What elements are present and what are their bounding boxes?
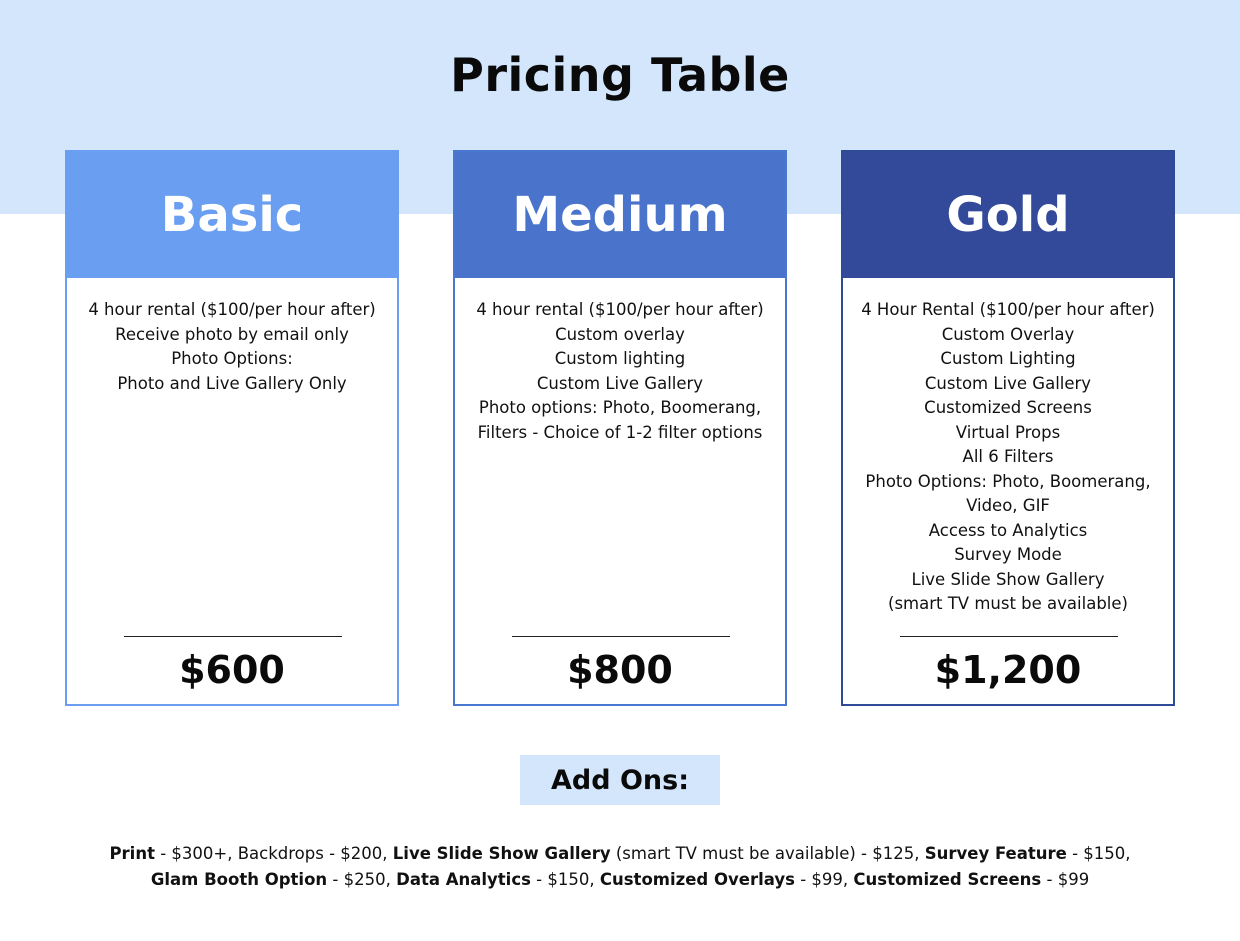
- feature-item: Custom lighting: [554, 349, 686, 368]
- feature-item: Virtual Props: [955, 422, 1061, 442]
- feature-item: Photo options: Photo, Boomerang,: [478, 398, 762, 417]
- addon-name: Data Analytics: [396, 870, 531, 889]
- addon-detail: - $99,: [794, 870, 854, 889]
- addon-detail: - $99: [1041, 870, 1090, 889]
- feature-item: 4 Hour Rental ($100/per hour after): [861, 300, 1155, 319]
- feature-item: Video, GIF: [966, 496, 1050, 515]
- price-divider: [512, 636, 730, 637]
- plan-features-basic: [67, 278, 397, 396]
- feature-item: Access to Analytics: [928, 520, 1088, 540]
- addon-name: Customized Screens: [853, 870, 1042, 889]
- price-divider: [124, 636, 342, 637]
- feature-item: Live Slide Show Gallery: [911, 569, 1105, 589]
- plan-price-gold: $1,200: [934, 648, 1082, 692]
- addon-detail: - $150,: [530, 870, 600, 889]
- plan-card-basic: [65, 150, 399, 706]
- feature-item: Custom Live Gallery: [536, 373, 704, 393]
- feature-item: Custom Live Gallery: [924, 373, 1092, 393]
- addon-detail: (smart TV must be available) - $125,: [610, 844, 925, 863]
- plan-card-medium: [453, 150, 787, 706]
- addon-detail: Backdrops - $200,: [237, 844, 393, 863]
- plan-name-medium: Medium: [455, 152, 785, 278]
- page-title: Pricing Table: [450, 48, 790, 102]
- plan-name-basic: Basic: [67, 152, 397, 278]
- addon-name: Live Slide Show Gallery: [392, 844, 611, 863]
- addon-name: Survey Feature: [924, 844, 1067, 863]
- feature-item: Custom Overlay: [941, 324, 1075, 344]
- plan-features-gold: [843, 278, 1173, 617]
- plan-features-medium: [455, 278, 785, 445]
- feature-item: Receive photo by email only: [115, 324, 349, 344]
- addon-detail: - $300+,: [154, 844, 238, 863]
- addon-name: Print: [109, 844, 155, 863]
- plan-price-medium: $800: [567, 648, 673, 692]
- price-divider: [900, 636, 1118, 637]
- addon-name: Customized Overlays: [599, 870, 795, 889]
- feature-item: All 6 Filters: [962, 447, 1054, 466]
- plan-card-gold: [841, 150, 1175, 706]
- plan-price-basic: $600: [179, 648, 285, 692]
- feature-item: Photo and Live Gallery Only: [117, 373, 347, 393]
- addon-detail: - $150,: [1066, 844, 1131, 863]
- feature-item: Photo Options:: [171, 349, 293, 368]
- feature-item: Photo Options: Photo, Boomerang,: [865, 471, 1151, 491]
- feature-item: Custom overlay: [555, 324, 685, 344]
- addon-detail: - $250,: [327, 870, 397, 889]
- feature-item: 4 hour rental ($100/per hour after): [476, 300, 764, 319]
- feature-item: 4 hour rental ($100/per hour after): [88, 300, 376, 319]
- feature-item: Filters - Choice of 1-2 filter options: [477, 422, 763, 442]
- feature-item: (smart TV must be available): [888, 594, 1128, 613]
- feature-item: Customized Screens: [924, 398, 1092, 417]
- feature-item: Custom Lighting: [940, 349, 1076, 368]
- addon-name: Glam Booth Option: [150, 870, 328, 889]
- feature-item: Survey Mode: [954, 545, 1062, 564]
- addons-list: [100, 841, 1140, 893]
- plan-name-gold: Gold: [843, 152, 1173, 278]
- addons-heading: Add Ons:: [520, 755, 720, 805]
